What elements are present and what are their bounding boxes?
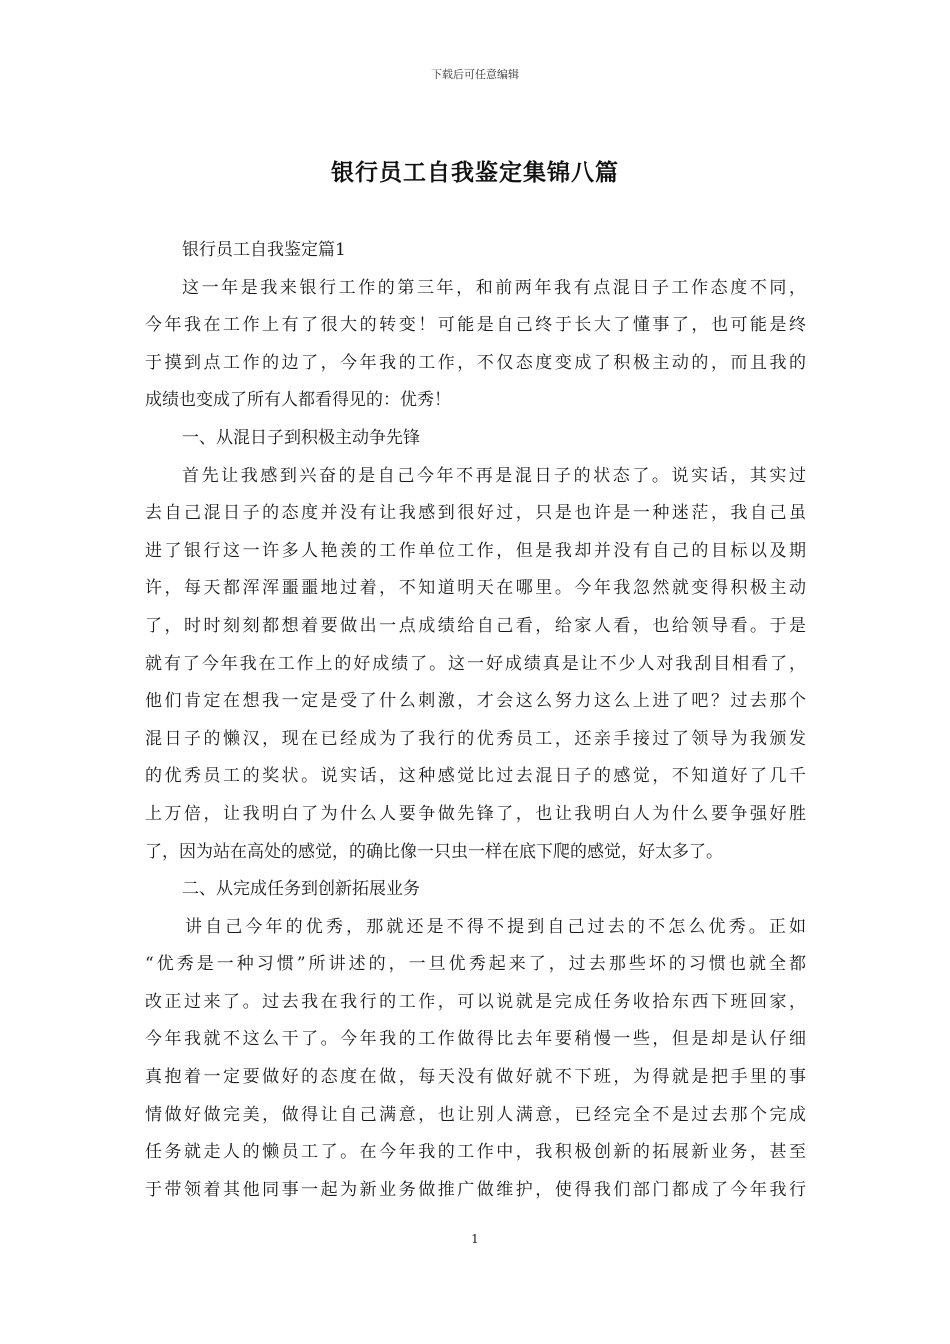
paragraph-line: 今年我在工作上有了很大的转变！可能是自己终于长大了懂事了，也可能是终 xyxy=(145,315,806,336)
paragraph-line: “优秀是一种习惯”所讲述的，一旦优秀起来了，过去那些坏的习惯也就全都 xyxy=(145,954,806,975)
paragraph-line: 讲自己今年的优秀，那就还是不得不提到自己过去的不怎么优秀。正如 xyxy=(185,916,806,937)
paragraph-line: 了，因为站在高处的感觉，的确比像一只虫一样在底下爬的感觉，好太多了。 xyxy=(145,841,723,862)
document-title: 银行员工自我鉴定集锦八篇 xyxy=(331,159,619,186)
paragraph-line: 今年我就不这么干了。今年我的工作做得比去年要稍慢一些，但是却是认仔细 xyxy=(145,1029,806,1050)
paragraph-line: 于摸到点工作的边了，今年我的工作，不仅态度变成了积极主动的，而且我的 xyxy=(145,352,806,373)
paragraph-line: 成绩也变成了所有人都看得见的：优秀！ xyxy=(145,390,451,411)
paragraph-line: 他们肯定在想我一定是受了什么刺激，才会这么努力这么上进了吧？过去那个 xyxy=(145,691,806,712)
page-header: 下载后可任意编辑 xyxy=(431,68,519,81)
paragraph-line: 真抱着一定要做好的态度在做，每天没有做好就不下班，为得就是把手里的事 xyxy=(145,1067,806,1088)
paragraph-line: 了，时时刻刻都想着要做出一点成绩给自己看，给家人看，也给领导看。于是 xyxy=(145,615,806,636)
paragraph-line: 进了银行这一许多人艳羡的工作单位工作，但是我却并没有自己的目标以及期 xyxy=(145,540,806,561)
section-heading: 二、从完成任务到创新拓展业务 xyxy=(182,879,420,900)
paragraph-line: 改正过来了。过去我在我行的工作，可以说就是完成任务收拾东西下班回家， xyxy=(145,991,806,1012)
paragraph-line: 的优秀员工的奖状。说实话，这种感觉比过去混日子的感觉，不知道好了几千 xyxy=(145,766,806,787)
paragraph-line: 去自己混日子的态度并没有让我感到很好过，只是也许是一种迷茫，我自己虽 xyxy=(145,503,806,524)
section-heading: 一、从混日子到积极主动争先锋 xyxy=(182,427,420,448)
paragraph-line: 任务就走人的懒员工了。在今年我的工作中，我积极创新的拓展新业务，甚至 xyxy=(145,1142,806,1163)
paragraph-line: 于带领着其他同事一起为新业务做推广做维护，使得我们部门都成了今年我行 xyxy=(145,1179,806,1200)
paragraph-line: 首先让我感到兴奋的是自己今年不再是混日子的状态了。说实话，其实过 xyxy=(182,465,806,486)
document-body xyxy=(145,232,806,1209)
paragraph-line: 上万倍，让我明白了为什么人要争做先锋了，也让我明白人为什么要争强好胜 xyxy=(145,803,806,824)
paragraph-line: 就有了今年我在工作上的好成绩了。这一好成绩真是让不少人对我刮目相看了， xyxy=(145,653,806,674)
paragraph-line: 混日子的懒汉，现在已经成为了我行的优秀员工，还亲手接过了领导为我颁发 xyxy=(145,728,806,749)
paragraph-line: 许，每天都浑浑噩噩地过着，不知道明天在哪里。今年我忽然就变得积极主动 xyxy=(145,578,806,599)
section-heading: 银行员工自我鉴定篇1 xyxy=(182,240,346,260)
page-number: 1 xyxy=(471,1232,479,1246)
paragraph-line: 这一年是我来银行工作的第三年，和前两年我有点混日子工作态度不同， xyxy=(182,277,806,298)
paragraph-line: 情做好做完美，做得让自己满意，也让别人满意，已经完全不是过去那个完成 xyxy=(145,1104,806,1125)
